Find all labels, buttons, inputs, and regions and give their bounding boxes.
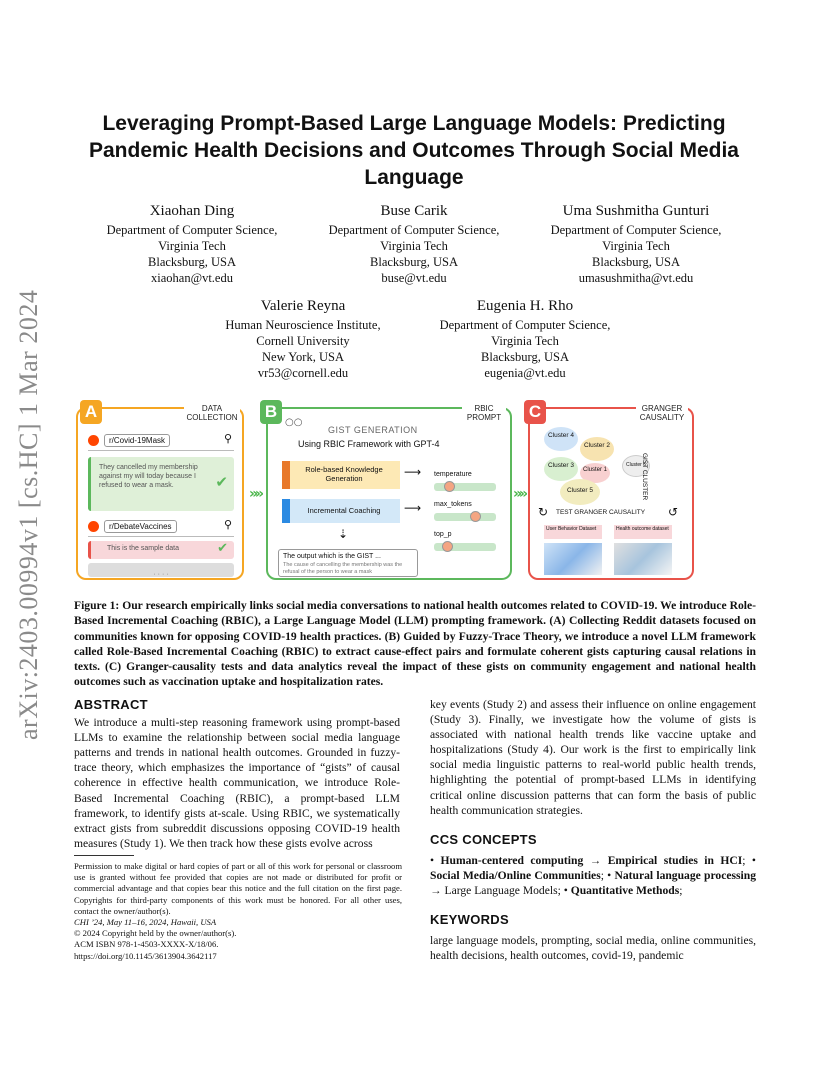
subreddit-label: r/DebateVaccines <box>104 520 177 533</box>
infinity-icon: ○○ <box>285 417 303 428</box>
author-email: buse@vt.edu <box>381 271 447 285</box>
left-column <box>74 697 400 851</box>
gist-header: GIST GENERATION <box>328 425 418 435</box>
panel-c-granger-causality <box>528 407 694 580</box>
author-block <box>203 296 403 381</box>
arrow-right-icon: ⟶ <box>404 501 422 515</box>
keywords-heading: KEYWORDS <box>430 912 509 928</box>
param-top-p: top_p <box>434 531 452 538</box>
reddit-icon <box>88 435 99 446</box>
author-location: New York, USA <box>262 350 344 364</box>
gist-output-text: The cause of cancelling the membership was the refusal of the person to wear a mask <box>283 562 403 575</box>
panel-b-tab: RBIC PROMPT <box>462 400 506 426</box>
cluster-bubble: Cluster 2 <box>580 437 614 461</box>
author-email: eugenia@vt.edu <box>484 366 566 380</box>
slider-temperature <box>434 483 496 491</box>
permission-notice: Permission to make digital or hard copies of part or all of this work for personal or classroom use is granted without fee provided that copies are not made or distributed for profit or commercial advantage and that copies bear this notice and the full citation on the first page. Copyrights for third-party components of this work must be honored. For all other uses, contact the owner/author(s). <box>74 861 402 916</box>
author-location: Blacksburg, USA <box>592 255 680 269</box>
reddit-icon <box>88 521 99 532</box>
arrow-right-icon: ⟶ <box>404 465 422 479</box>
author-affiliation: Department of Computer Science, <box>439 318 611 332</box>
ccs-heading: CCS CONCEPTS <box>430 831 537 847</box>
figure-1 <box>76 400 756 585</box>
figure-caption: Figure 1: Our research empirically links social media conversations to national health outcomes related to COVID-19. We introduce Role-Based Incremental Coaching (RBIC), a Large Language Model (LLM) prompting framework. (A) Collecting Reddit datasets focused on communities known for opposing COVID-19 health practices. (B) Guided by Fuzzy-Trace Theory, we introduce a novel LLM framework called Role-Based Incremental Coaching (RBIC) to extract cause-effect pairs and formulate coherent gists capturing causal relations in texts. (C) Granger-causality tests and data analytics reveal the impact of these gists on community engagement and national health outcomes such as vaccination uptake and hospitalization rates. <box>74 599 756 689</box>
author-name: Uma Sushmitha Gunturi <box>562 203 710 219</box>
check-icon: ✔ <box>215 473 228 491</box>
panel-a-letter: A <box>80 400 102 424</box>
author-affiliation: Department of Computer Science, <box>328 223 500 237</box>
author-name: Eugenia H. Rho <box>476 298 574 314</box>
author-institution: Cornell University <box>256 334 350 348</box>
subreddit-row <box>88 431 234 451</box>
cluster-bubble: Cluster 6 <box>622 455 650 477</box>
panel-a-tab: DATA COLLECTION <box>184 400 240 426</box>
author-location: Blacksburg, USA <box>481 350 569 364</box>
panel-a-data-collection <box>76 407 244 580</box>
author-affiliation: Human Neuroscience Institute, <box>225 318 381 332</box>
post-text: They cancelled my membership against my will today because I refused to wear a mask. <box>99 464 198 489</box>
author-email: vr53@cornell.edu <box>257 366 349 380</box>
test-granger-label: TEST GRANGER CAUSALITY <box>556 509 646 516</box>
flow-arrow-icon: »» <box>513 486 526 502</box>
role-knowledge-label: Role-based Knowledge Generation <box>305 465 383 483</box>
author-institution: Virginia Tech <box>602 239 670 253</box>
param-temperature: temperature <box>434 471 472 478</box>
right-column <box>430 697 756 963</box>
panel-b-letter: B <box>260 400 282 424</box>
panel-c-tab: GRANGER CAUSALITY <box>636 400 688 426</box>
author-institution: Virginia Tech <box>380 239 448 253</box>
author-block <box>314 201 514 286</box>
ccs-concepts: • Human-centered computing → Empirical studies in HCI; • Social Media/Online Communities; • Natural language processing → Large Language Models; • Quantitative Methods; <box>430 853 756 898</box>
incremental-coaching-label: Incremental Coaching <box>307 506 381 515</box>
health-outcome-dataset: Health outcome dataset <box>614 525 672 539</box>
more-posts <box>88 563 234 577</box>
cycle-icon: ↺ <box>668 505 679 519</box>
role-knowledge-box <box>282 461 400 489</box>
author-name: Valerie Reyna <box>260 298 346 314</box>
doi: https://doi.org/10.1145/3613904.3642117 <box>74 950 217 961</box>
slider-top-p <box>434 543 496 551</box>
author-affiliation: Department of Computer Science, <box>550 223 722 237</box>
chart-thumbnail-icon <box>544 543 602 575</box>
author-email: xiaohan@vt.edu <box>151 271 233 285</box>
isbn: ACM ISBN 978-1-4503-XXXX-X/18/06. <box>74 939 219 950</box>
slider-knob <box>470 511 481 522</box>
author-institution: Virginia Tech <box>491 334 559 348</box>
user-behavior-dataset: User Behavior Dataset <box>544 525 602 539</box>
ellipsis: · · · · <box>153 571 169 578</box>
venue: CHI ’24, May 11–16, 2024, Hawaii, USA <box>74 917 217 928</box>
author-block <box>425 296 625 381</box>
arxiv-identifier: arXiv:2403.00994v1 [cs.HC] 1 Mar 2024 <box>14 289 43 740</box>
post-card <box>88 541 234 559</box>
author-location: Blacksburg, USA <box>148 255 236 269</box>
cluster-bubble: Cluster 5 <box>560 479 600 505</box>
search-icon: ⚲ <box>223 432 232 445</box>
flow-arrow-icon: »» <box>249 486 262 502</box>
author-email: umasushmitha@vt.edu <box>578 271 694 285</box>
author-location: Blacksburg, USA <box>370 255 458 269</box>
author-name: Xiaohan Ding <box>149 203 235 219</box>
slider-knob <box>444 481 455 492</box>
search-icon: ⚲ <box>223 518 232 531</box>
param-max-tokens: max_tokens <box>434 501 472 508</box>
author-block <box>92 201 292 286</box>
check-icon: ✔ <box>217 541 228 556</box>
abstract-text-right: key events (Study 2) and assess their influence on online engagement (Study 3). Finally, we investigate how the volume of gists is associated with national health trends like vaccine uptake and hospitalizations (Study 4). Our work is the first to empirically link social media linguistic patterns to real-world public health trends, highlighting the potential of prompt-based LLMs in identifying critical online discussion patterns that can form the basis of public health communication strategies. <box>430 698 756 817</box>
abstract-heading: ABSTRACT <box>74 697 148 712</box>
author-institution: Virginia Tech <box>158 239 226 253</box>
author-block <box>536 201 736 286</box>
panel-b-rbic-prompt <box>266 407 512 580</box>
copyright: © 2024 Copyright held by the owner/author(s). <box>74 928 237 939</box>
cluster-bubble: Cluster 4 <box>544 427 578 451</box>
post-card <box>88 457 234 511</box>
incremental-coaching-box <box>282 499 400 523</box>
cluster-bubble: Cluster 3 <box>544 457 578 481</box>
arrow-down-icon: ⇣ <box>338 527 349 541</box>
panel-c-letter: C <box>524 400 546 424</box>
subreddit-label: r/Covid-19Mask <box>104 434 170 447</box>
gist-output-box <box>278 549 418 577</box>
author-affiliation: Department of Computer Science, <box>106 223 278 237</box>
vaccine-thumbnail-icon <box>614 543 672 575</box>
cycle-icon: ↻ <box>538 505 549 519</box>
post-text: This is the sample data <box>107 545 179 552</box>
paper-title: Leveraging Prompt-Based Large Language Models: Predicting Pandemic Health Decisions and Outcomes Through Social Media Language <box>89 112 739 189</box>
footnote <box>74 861 402 962</box>
slider-max-tokens <box>434 513 496 521</box>
gist-subheader: Using RBIC Framework with GPT-4 <box>298 439 440 449</box>
gist-output-title: The output which is the GIST ... <box>283 553 381 560</box>
cluster-bubble: Cluster 1 <box>580 463 610 483</box>
keywords: large language models, prompting, social media, online communities, health decisions, health outcomes, covid-19, pandemic <box>430 934 756 963</box>
abstract-text-left: We introduce a multi-step reasoning framework using prompt-based LLMs to examine the relationship between social media language patterns and trends in national health outcomes. Grounded in fuzzy-trace theory, which emphasizes the importance of “gists” of causal coherence in effective health communication, we introduce Role-Based Incremental Coaching (RBIC), a prompt-based LLM framework, to identify gists at-scale. Using RBIC, we systematically extract gists from subreddit discussions opposing COVID-19 health measures (Study 1). We then track how these gists evolve across <box>74 716 400 850</box>
author-name: Buse Carik <box>380 203 448 219</box>
slider-knob <box>442 541 453 552</box>
gist-cluster-label: GIST CLUSTER <box>641 453 648 501</box>
footnote-rule <box>74 855 134 856</box>
subreddit-row <box>88 517 234 537</box>
